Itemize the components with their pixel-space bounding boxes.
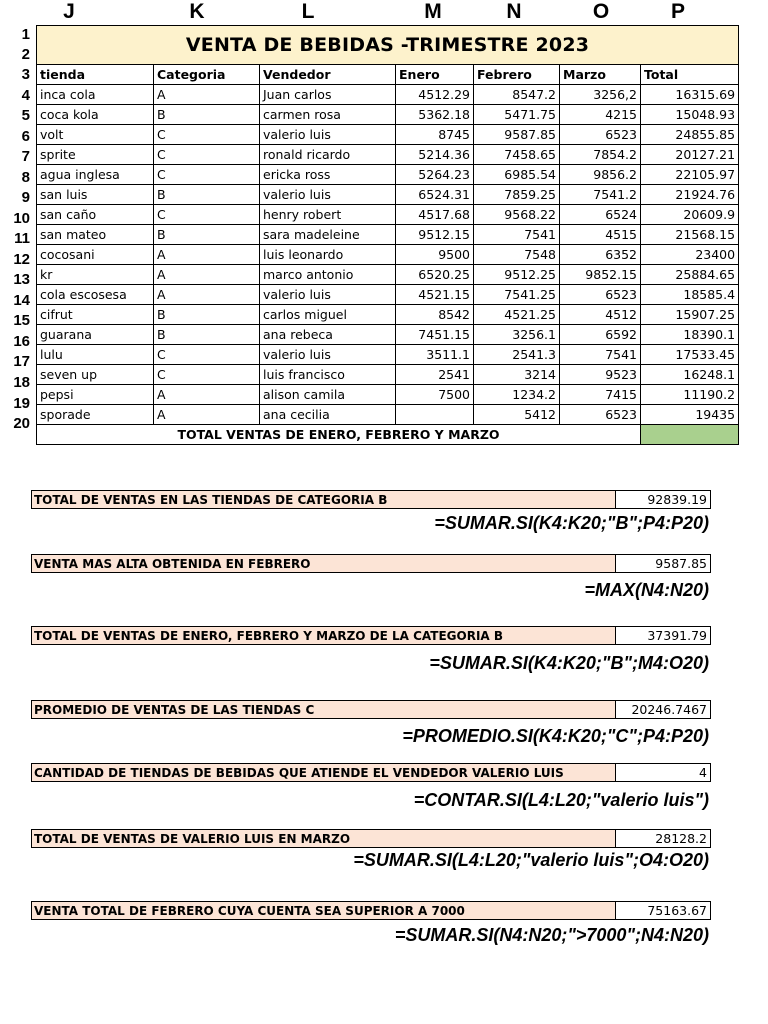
summary-label[interactable]: TOTAL DE VENTAS DE VALERIO LUIS EN MARZO [31,829,616,848]
cell[interactable]: 6352 [560,245,641,265]
cell[interactable]: 7541.25 [474,285,560,305]
cell[interactable]: C [154,345,260,365]
column-letter-m[interactable]: M [424,0,442,23]
summary-label[interactable]: TOTAL DE VENTAS EN LAS TIENDAS DE CATEGORIA B [31,490,616,509]
cell[interactable]: 25884.65 [641,265,739,285]
row-number[interactable]: 2 [21,46,30,63]
table-row [37,365,739,385]
cell[interactable]: A [154,285,260,305]
header-cell[interactable]: tienda [37,65,154,85]
table-row [37,105,739,125]
header-cell[interactable]: Total [641,65,739,85]
table-row [37,285,739,305]
summary-value[interactable]: 28128.2 [616,829,711,848]
cell[interactable]: C [154,145,260,165]
cell[interactable]: A [154,265,260,285]
cell[interactable]: 4521.15 [396,285,474,305]
cell[interactable]: ronald ricardo [260,145,396,165]
cell[interactable]: 9852.15 [560,265,641,285]
cell[interactable]: alison camila [260,385,396,405]
table-row [37,125,739,145]
summary-label[interactable]: VENTA TOTAL DE FEBRERO CUYA CUENTA SEA SUPERIOR A 7000 [31,901,616,920]
table-row [37,245,739,265]
cell[interactable]: 15048.93 [641,105,739,125]
cell[interactable]: 8547.2 [474,85,560,105]
cell[interactable]: Juan carlos [260,85,396,105]
cell[interactable]: carmen rosa [260,105,396,125]
cell[interactable]: 24855.85 [641,125,739,145]
cell[interactable]: 7548 [474,245,560,265]
cell[interactable]: 6985.54 [474,165,560,185]
cell[interactable]: sara madeleine [260,225,396,245]
total-row-cell[interactable] [641,425,739,445]
summary-formula[interactable]: =SUMAR.SI(L4:L20;"valerio luis";O4:O20) [353,850,709,870]
cell[interactable]: 8542 [396,305,474,325]
cell[interactable]: luis francisco [260,365,396,385]
cell[interactable]: 11190.2 [641,385,739,405]
cell[interactable]: 5214.36 [396,145,474,165]
sheet-title[interactable]: VENTA DE BEBIDAS -TRIMESTRE 2023 [37,26,739,65]
row-number[interactable]: 4 [21,87,30,104]
row-number[interactable]: 5 [21,107,30,124]
row-number[interactable]: 3 [21,66,30,83]
cell[interactable]: 9568.22 [474,205,560,225]
cell[interactable]: B [154,305,260,325]
table-row [37,345,739,365]
cell[interactable]: 7541 [560,345,641,365]
header-cell[interactable]: Categoria [154,65,260,85]
cell[interactable]: cola escosesa [37,285,154,305]
summary-value[interactable]: 75163.67 [616,901,711,920]
cell[interactable]: 20127.21 [641,145,739,165]
cell[interactable]: 22105.97 [641,165,739,185]
summary-value[interactable]: 20246.7467 [616,700,711,719]
cell[interactable]: 16315.69 [641,85,739,105]
column-letter-l[interactable]: L [301,0,315,23]
cell[interactable]: ana rebeca [260,325,396,345]
cell[interactable]: 7859.25 [474,185,560,205]
cell[interactable]: cocosani [37,245,154,265]
cell[interactable]: 4515 [560,225,641,245]
cell[interactable]: C [154,365,260,385]
summary-value[interactable]: 4 [616,763,711,782]
cell[interactable]: coca kola [37,105,154,125]
cell[interactable]: A [154,85,260,105]
table-row [37,325,739,345]
column-letter-o[interactable]: O [592,0,610,23]
cell[interactable]: lulu [37,345,154,365]
cell[interactable]: A [154,385,260,405]
header-cell[interactable]: Enero [396,65,474,85]
total-row [37,425,739,445]
summary-formula[interactable]: =MAX(N4:N20) [584,580,709,600]
cell[interactable]: 9512.25 [474,265,560,285]
header-row [37,65,739,85]
cell[interactable]: B [154,185,260,205]
table-row [37,225,739,245]
cell[interactable]: B [154,325,260,345]
summary-formula[interactable]: =SUMAR.SI(N4:N20;">7000";N4:N20) [394,925,709,945]
cell[interactable]: 4215 [560,105,641,125]
cell[interactable]: ana cecilia [260,405,396,425]
header-cell[interactable]: Febrero [474,65,560,85]
cell[interactable]: 4521.25 [474,305,560,325]
header-cell[interactable]: Marzo [560,65,641,85]
cell[interactable]: san mateo [37,225,154,245]
row-number[interactable]: 12 [13,251,30,268]
row-number[interactable]: 17 [13,353,30,370]
sales-table [36,25,739,445]
cell[interactable]: san luis [37,185,154,205]
cell[interactable]: 3511.1 [396,345,474,365]
cell[interactable]: 7458.65 [474,145,560,165]
column-headers [0,0,768,24]
row-number[interactable]: 6 [21,128,30,145]
cell[interactable]: 3256.1 [474,325,560,345]
cell[interactable]: C [154,165,260,185]
table-row [37,185,739,205]
cell[interactable]: 9512.15 [396,225,474,245]
cell[interactable]: volt [37,125,154,145]
summary-formula[interactable]: =PROMEDIO.SI(K4:K20;"C";P4:P20) [402,726,709,746]
row-number[interactable]: 19 [13,395,30,412]
summary-label[interactable]: PROMEDIO DE VENTAS DE LAS TIENDAS C [31,700,616,719]
cell[interactable]: 3256,2 [560,85,641,105]
table-row [37,305,739,325]
cell[interactable]: A [154,405,260,425]
summary-formula[interactable]: =CONTAR.SI(L4:L20;"valerio luis") [413,790,709,810]
cell[interactable]: C [154,205,260,225]
cell[interactable]: 21924.76 [641,185,739,205]
table-row [37,165,739,185]
cell[interactable]: 9587.85 [474,125,560,145]
cell[interactable]: kr [37,265,154,285]
cell[interactable]: 6523 [560,125,641,145]
cell[interactable]: seven up [37,365,154,385]
cell[interactable]: 6523 [560,405,641,425]
row-number[interactable]: 7 [21,148,30,165]
column-letter-n[interactable]: N [506,0,522,23]
cell[interactable]: B [154,105,260,125]
cell[interactable]: 7854.2 [560,145,641,165]
cell[interactable]: 5264.23 [396,165,474,185]
cell[interactable]: 6524 [560,205,641,225]
cell[interactable]: sprite [37,145,154,165]
summary-formula[interactable]: =SUMAR.SI(K4:K20;"B";M4:O20) [429,653,709,673]
cell[interactable]: 23400 [641,245,739,265]
cell[interactable]: 7541 [474,225,560,245]
cell[interactable]: 9856.2 [560,165,641,185]
total-row-label[interactable]: TOTAL VENTAS DE ENERO, FEBRERO Y MARZO [37,425,641,445]
summary-label[interactable]: TOTAL DE VENTAS DE ENERO, FEBRERO Y MARZO DE LA CATEGORIA B [31,626,616,645]
summary-value[interactable]: 92839.19 [616,490,711,509]
cell[interactable]: marco antonio [260,265,396,285]
cell[interactable] [396,405,474,425]
cell[interactable]: 6523 [560,285,641,305]
summary-value[interactable]: 37391.79 [616,626,711,645]
row-number[interactable]: 18 [13,374,30,391]
cell[interactable]: pepsi [37,385,154,405]
cell[interactable]: 1234.2 [474,385,560,405]
summary-formula[interactable]: =SUMAR.SI(K4:K20;"B";P4:P20) [434,513,709,533]
cell[interactable]: 2541 [396,365,474,385]
cell[interactable]: inca cola [37,85,154,105]
cell[interactable]: ericka ross [260,165,396,185]
cell[interactable]: 6524.31 [396,185,474,205]
summary-label[interactable]: CANTIDAD DE TIENDAS DE BEBIDAS QUE ATIENDE EL VENDEDOR VALERIO LUIS [31,763,616,782]
row-number[interactable]: 1 [21,26,30,43]
cell[interactable]: 18585.4 [641,285,739,305]
cell[interactable]: valerio luis [260,345,396,365]
cell[interactable]: sporade [37,405,154,425]
cell[interactable]: 8745 [396,125,474,145]
cell[interactable]: henry robert [260,205,396,225]
cell[interactable]: B [154,225,260,245]
row-number[interactable]: 15 [13,312,30,329]
cell[interactable]: 5471.75 [474,105,560,125]
cell[interactable]: 21568.15 [641,225,739,245]
column-letter-j[interactable]: J [63,0,75,23]
cell[interactable]: 20609.9 [641,205,739,225]
summary-value[interactable]: 9587.85 [616,554,711,573]
column-letter-p[interactable]: P [670,0,686,23]
cell[interactable]: 5412 [474,405,560,425]
cell[interactable]: valerio luis [260,125,396,145]
table-row [37,205,739,225]
table-row [37,265,739,285]
row-number[interactable]: 9 [21,189,30,206]
cell[interactable]: C [154,125,260,145]
cell[interactable]: 19435 [641,405,739,425]
cell[interactable]: 18390.1 [641,325,739,345]
cell[interactable]: 16248.1 [641,365,739,385]
cell[interactable]: 9523 [560,365,641,385]
row-number[interactable]: 13 [13,271,30,288]
cell[interactable]: 7415 [560,385,641,405]
column-letter-k[interactable]: K [189,0,205,23]
cell[interactable]: 9500 [396,245,474,265]
cell[interactable]: luis leonardo [260,245,396,265]
cell[interactable]: guarana [37,325,154,345]
row-number[interactable]: 20 [13,415,30,432]
cell[interactable]: 17533.45 [641,345,739,365]
row-number[interactable]: 11 [14,230,30,247]
table-row [37,85,739,105]
cell[interactable]: 4512 [560,305,641,325]
cell[interactable]: 2541.3 [474,345,560,365]
table-row [37,385,739,405]
cell[interactable]: 4517.68 [396,205,474,225]
cell[interactable]: 4512.29 [396,85,474,105]
row-number[interactable]: 14 [13,292,30,309]
cell[interactable]: 7500 [396,385,474,405]
cell[interactable]: agua inglesa [37,165,154,185]
cell[interactable]: cifrut [37,305,154,325]
cell[interactable]: 5362.18 [396,105,474,125]
row-number[interactable]: 16 [13,333,30,350]
cell[interactable]: 7541.2 [560,185,641,205]
cell[interactable]: valerio luis [260,185,396,205]
row-number[interactable]: 8 [21,169,30,186]
cell[interactable]: 6592 [560,325,641,345]
cell[interactable]: 15907.25 [641,305,739,325]
cell[interactable]: 7451.15 [396,325,474,345]
table-row [37,145,739,165]
cell[interactable]: valerio luis [260,285,396,305]
cell[interactable]: 3214 [474,365,560,385]
summary-label[interactable]: VENTA MAS ALTA OBTENIDA EN FEBRERO [31,554,616,573]
cell[interactable]: 6520.25 [396,265,474,285]
cell[interactable]: san caño [37,205,154,225]
table-row [37,405,739,425]
cell[interactable]: carlos miguel [260,305,396,325]
cell[interactable]: A [154,245,260,265]
header-cell[interactable]: Vendedor [260,65,396,85]
row-number[interactable]: 10 [13,210,30,227]
